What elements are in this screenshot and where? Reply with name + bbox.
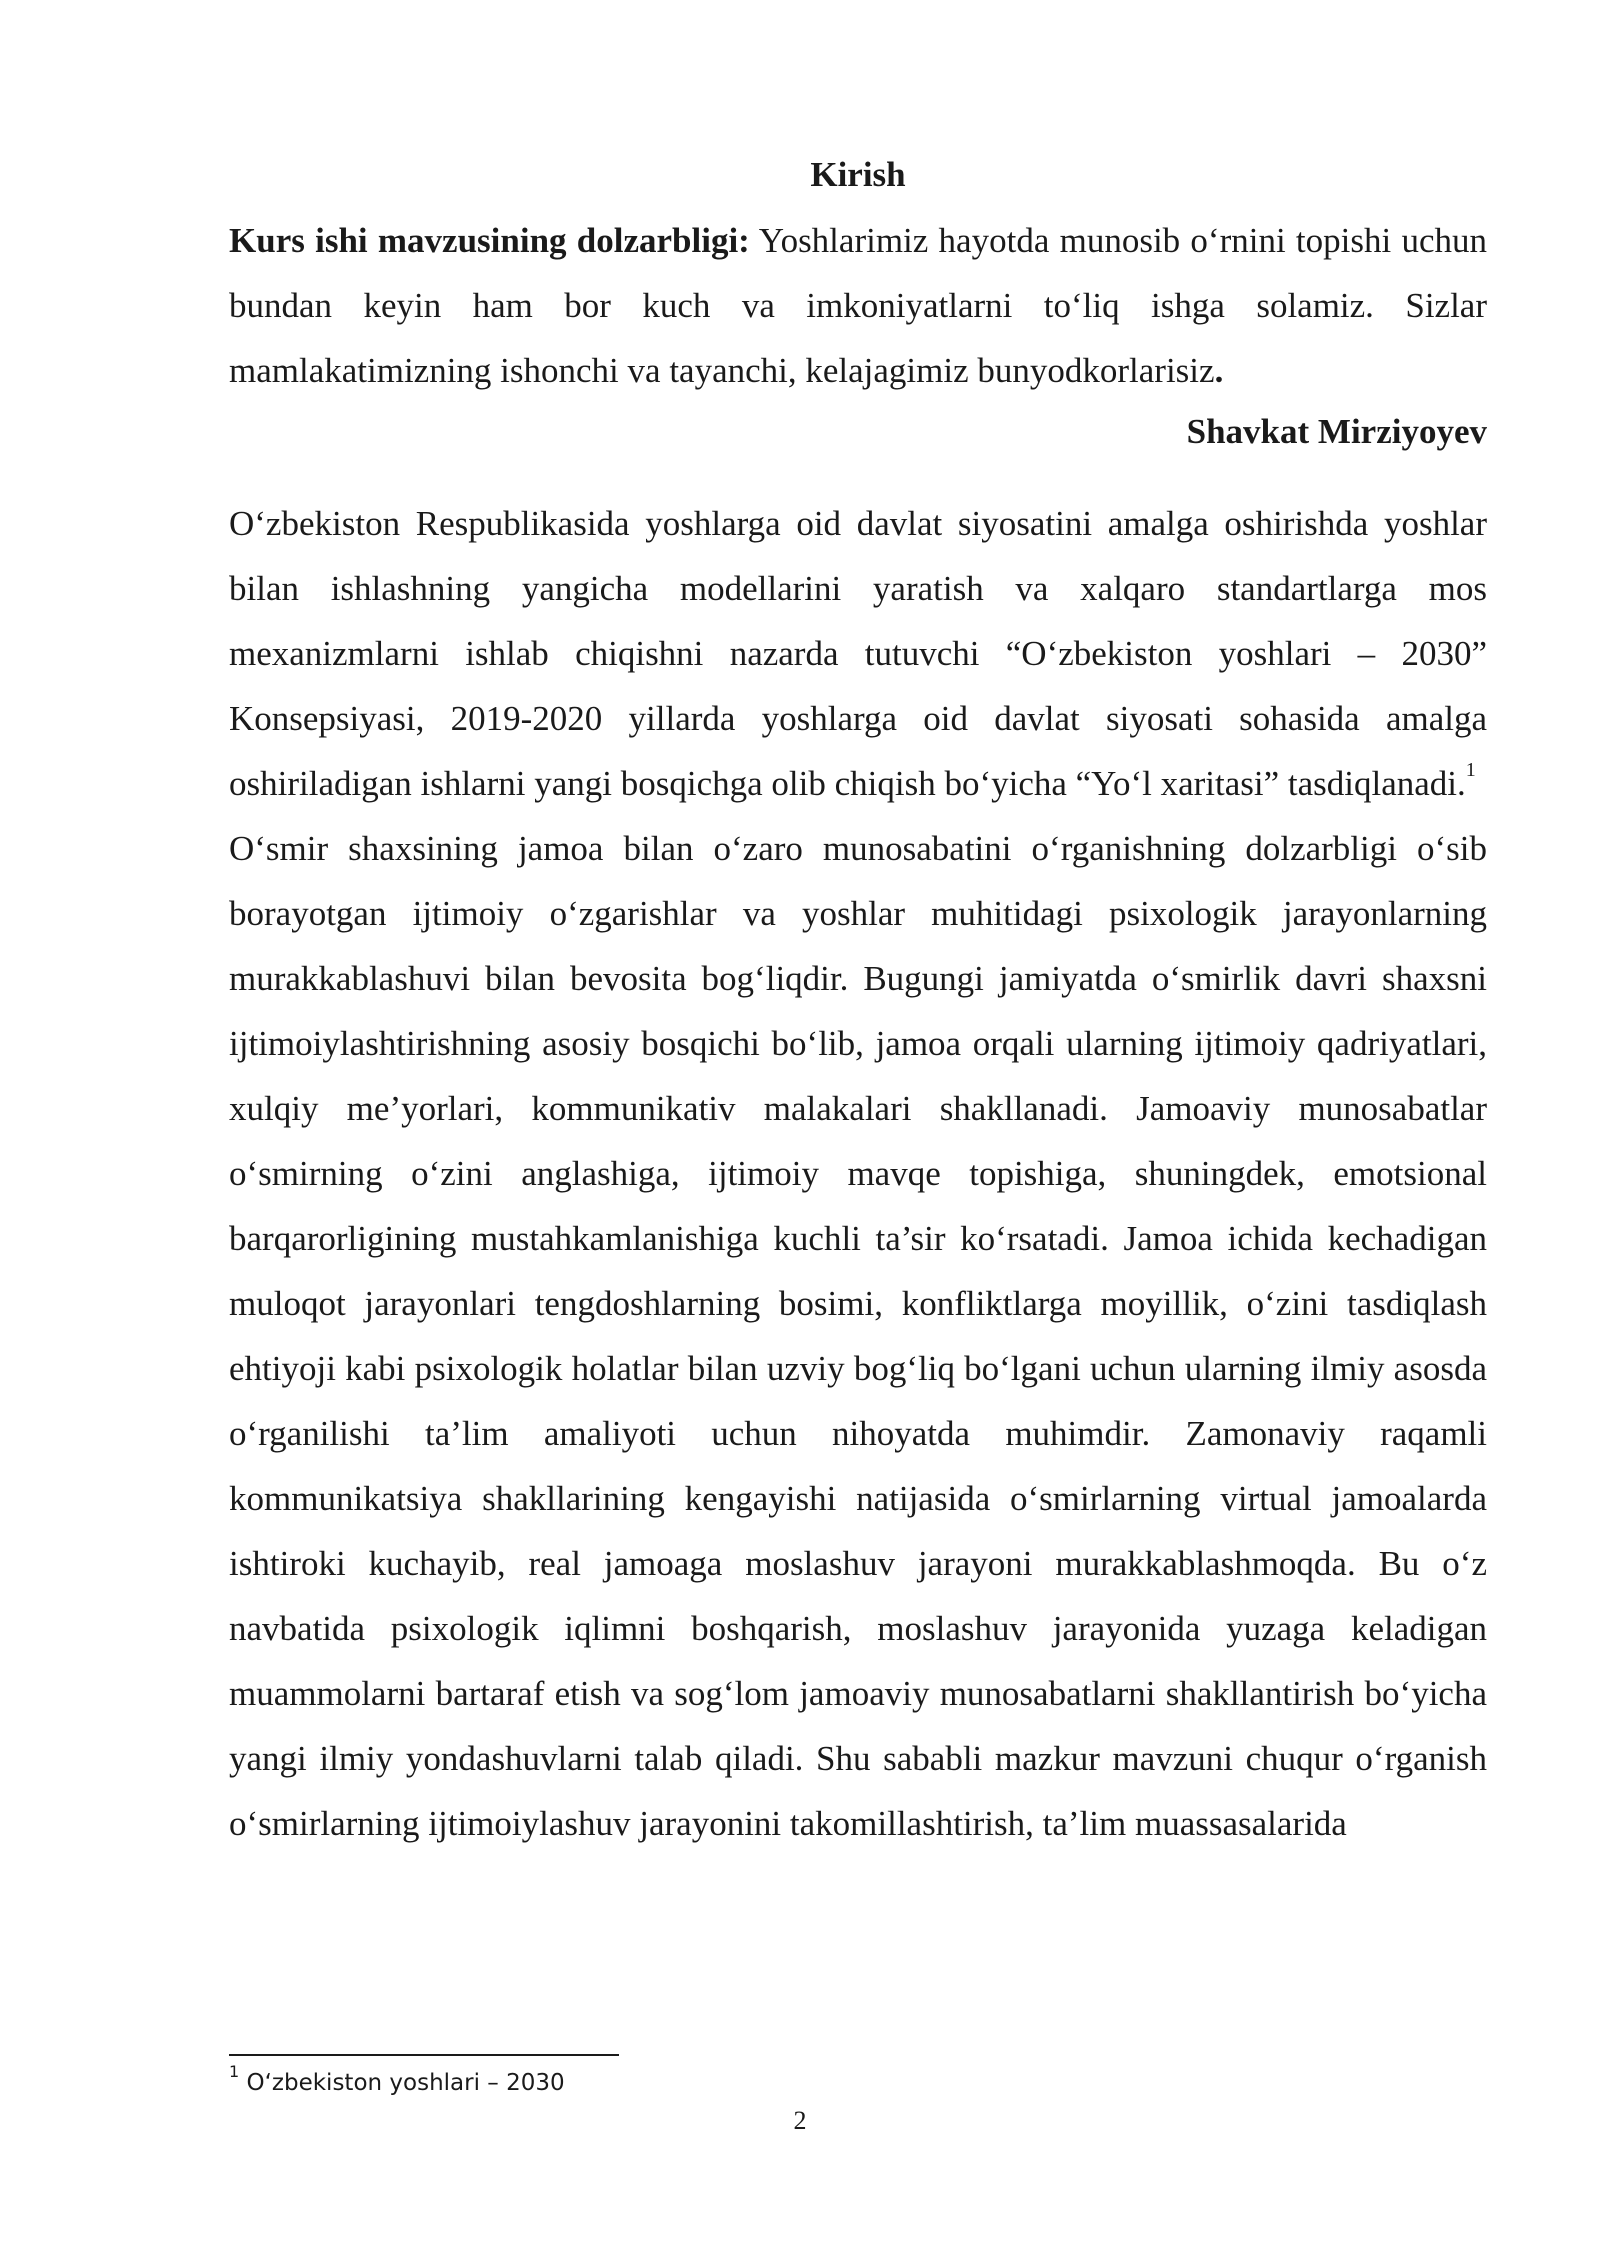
relevance-label: Kurs ishi mavzusining dolzarbligi: [229, 221, 750, 260]
section-heading: Kirish [810, 155, 906, 194]
page-number: 2 [793, 2106, 807, 2135]
page-body [229, 146, 1487, 1856]
quote-author: Shavkat Mirziyoyev [1186, 412, 1487, 451]
footnote-separator [229, 2054, 619, 2056]
footnote [229, 2062, 565, 2098]
concept-paragraph [229, 491, 1487, 816]
footnote-reference: 1 [1465, 759, 1476, 782]
concept-paragraph-text: O‘zbekiston Respublikasida yoshlarga oid davlat siyosatini amalga oshirishda yoshlar bilan ishlashning yangicha modellarini yaratish va xalqaro standartlarga mos mexanizmlarni ishlab chiqishni nazarda tutuvchi “O‘zbekiston yoshlari – 2030” Konsepsiyasi, 2019-2020 yillarda yoshlarga oid davlat siyosati sohasida amalga oshiriladigan ishlarni yangi bosqichga olib chiqish bo‘yicha “Yo‘l xaritasi” tasdiqlanadi. [229, 504, 1487, 803]
epigraph-paragraph [229, 208, 1487, 403]
footnote-text: O‘zbekiston yoshlari – 2030 [239, 2070, 565, 2096]
epigraph-end-mark: . [1214, 351, 1224, 390]
footnote-number: 1 [229, 2062, 240, 2082]
main-paragraph: O‘smir shaxsining jamoa bilan o‘zaro munosabatini o‘rganishning dolzarbligi o‘sib borayotgan ijtimoiy o‘zgarishlar va yoshlar muhitidagi psixologik jarayonlarning murakkablashuvi bilan bevosita bog‘liqdir. Bugungi jamiyatda o‘smirlik davri shaxsni ijtimoiylashtirishning asosiy bosqichi bo‘lib, jamoa orqali ularning ijtimoiy qadriyatlari, xulqiy me’yorlari, kommunikativ malakalari shakllanadi. Jamoaviy munosabatlar o‘smirning o‘zini anglashiga, ijtimoiy mavqe topishiga, shuningdek, emotsional barqarorligining mustahkamlanishiga kuchli ta’sir ko‘rsatadi. Jamoa ichida kechadigan muloqot jarayonlari tengdoshlarning bosimi, konfliktlarga moyillik, o‘zini tasdiqlash ehtiyoji kabi psixologik holatlar bilan uzviy bog‘liq bo‘lgani uchun ularning ilmiy asosda o‘rganilishi ta’lim amaliyoti uchun nihoyatda muhimdir. Zamonaviy raqamli kommunikatsiya shakllarining kengayishi natijasida o‘smirlarning virtual jamoalarda ishtiroki kuchayib, real jamoaga moslashuv jarayoni murakkablashmoqda. Bu o‘z navbatida psixologik iqlimni boshqarish, moslashuv jarayonida yuzaga keladigan muammolarni bartaraf etish va sog‘lom jamoaviy munosabatlarni shakllantirish bo‘yicha yangi ilmiy yondashuvlarni talab qiladi. Shu sababli mazkur mavzuni chuqur o‘rganish o‘smirlarning ijtimoiylashuv jarayonini takomillashtirish, ta’lim muassasalarida [229, 829, 1487, 1843]
epigraph-quote: Yoshlarimiz hayotda munosib o‘rnini topishi uchun bundan keyin ham bor kuch va imkoniyatlarni to‘liq ishga solamiz. Sizlar mamlakatimizning ishonchi va tayanchi, kelajagimiz bunyodkorlarisiz [229, 221, 1487, 390]
